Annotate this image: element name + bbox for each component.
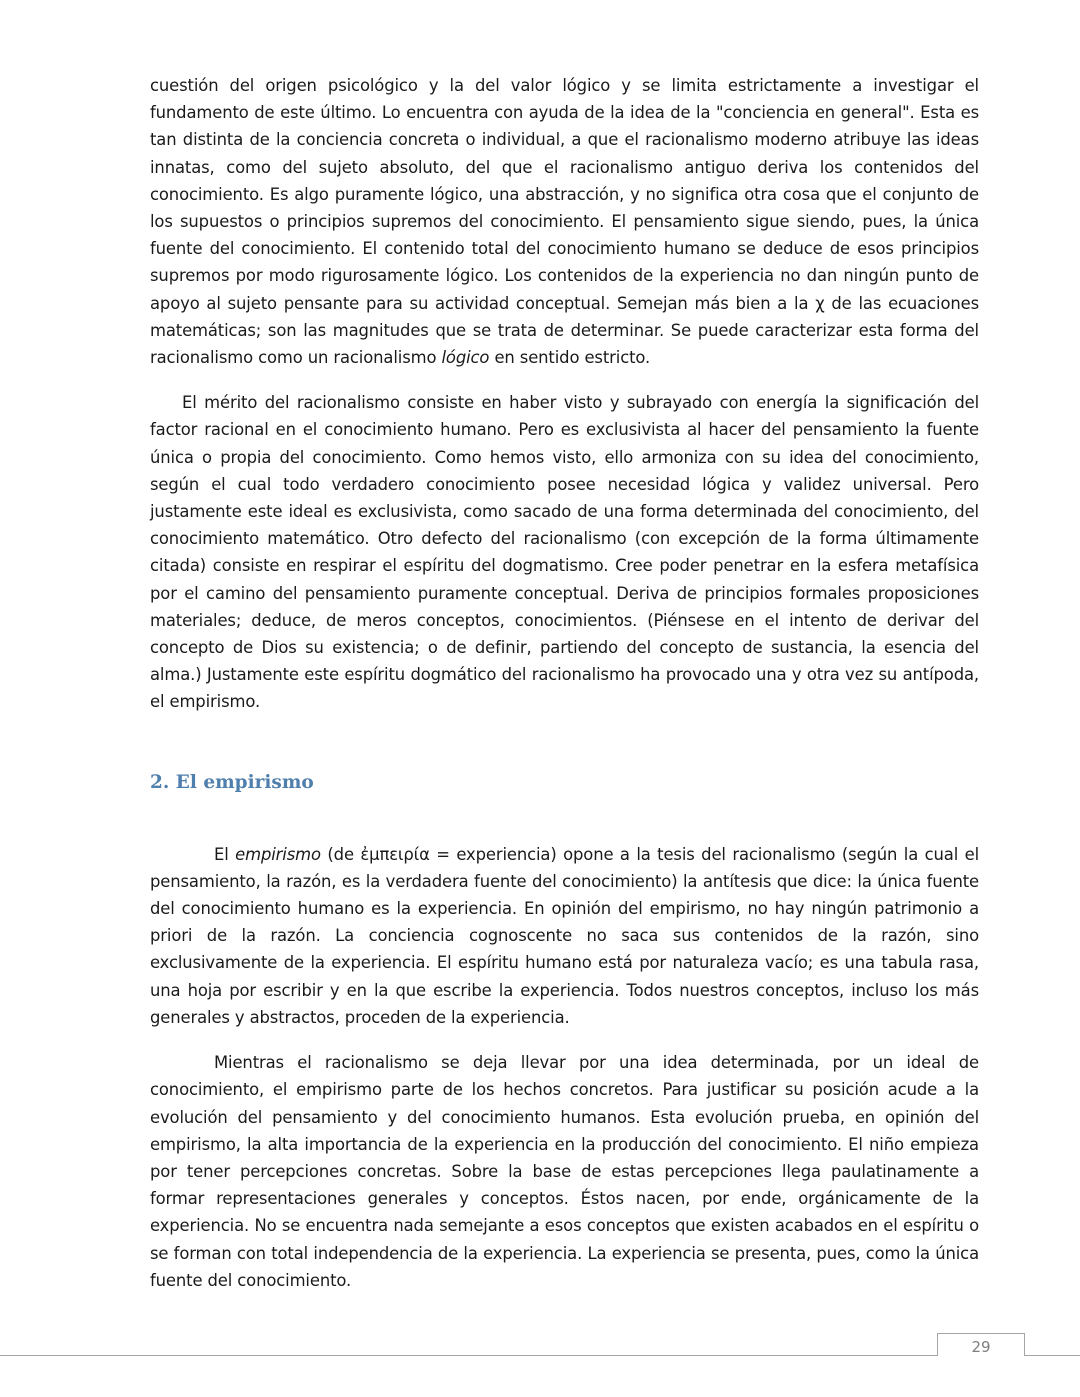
paragraph-text: (de ἐμπειρία = experiencia) opone a la tesis del racionalismo (según la cual el pensamiento, la razón, es la verdadera fuente del conocimiento) la antítesis que dice: la única fuente del conocimiento humano es la experiencia. En opinión del empirismo, no hay ningún patrimonio a priori de la razón. La conciencia cognoscente no saca sus contenidos de la razón, sino exclusivamente de la experiencia. El espíritu humano está por naturaleza vacío; es una tabula rasa, una hoja por escribir y en la que escribe la experiencia. Todos nuestros conceptos, incluso los más generales y abstractos, proceden de la experiencia. (150, 844, 980, 1027)
paragraph-merito-racionalismo: El mérito del racionalismo consiste en haber visto y subrayado con energía la significación del factor racional en el conocimiento humano. Pero es exclusivista al hacer del pensamiento la fuente única o propia del conocimiento. Como hemos visto, ello armoniza con su idea del conocimiento, según el cual todo verdadero conocimiento posee necesidad lógica y validez universal. Pero justamente este ideal es exclusivista, como sacado de una forma determinada del conocimiento, del conocimiento matemático. Otro defecto del racionalismo (con excepción de la forma últimamente citada) consiste en respirar el espíritu del dogmatismo. Cree poder penetrar en la esfera metafísica por el camino del pensamiento puramente conceptual. Deriva de principios formales proposiciones materiales; deduce, de meros conceptos, conocimientos. (Piénsese en el intento de derivar del concepto de Dios su existencia; o de definir, partiendo del concepto de sustancia, la esencia del alma.) Justamente este espíritu dogmático del racionalismo ha provocado una y otra vez su antípoda, el empirismo. (150, 393, 979, 712)
paragraph-text: cuestión del origen psicológico y la del valor lógico y se limita estrictamente a investigar el fundamento de este último. Lo encuentra con ayuda de la idea de la "conciencia en general". Esta es tan distinta de la conciencia concreta o individual, a que el racionalismo moderno atribuye las ideas innatas, como del sujeto absoluto, del que el racionalismo antiguo deriva los contenidos del conocimiento. Es algo puramente lógico, una abstracción, y no significa otra cosa que el conjunto de los supuestos o principios supremos del conocimiento. El pensamiento sigue siendo, pues, la única fuente del conocimiento. El contenido total del conocimiento humano se deduce de esos principios supremos por modo rigurosamente lógico. Los contenidos de la experiencia no dan ningún punto de apoyo al sujeto pensante para su actividad conceptual. Semejan más bien a la χ de las ecuaciones matemáticas; son las magnitudes que se trata de determinar. Se puede caracterizar esta forma del racionalismo como un racionalismo (150, 76, 979, 368)
paragraph-racionalismo-logico (150, 72, 979, 371)
page-content (150, 72, 979, 1294)
paragraph-text-end: en sentido estricto. (489, 348, 651, 368)
section-heading: 2. El empirismo (150, 771, 314, 793)
paragraph-text-start: El (214, 844, 236, 864)
paragraph-empirismo-definicion (150, 841, 979, 1031)
footer-rule (0, 1355, 1080, 1356)
emphasis-logico: lógico (441, 348, 490, 368)
page-number: 29 (937, 1333, 1025, 1356)
emphasis-empirismo: empirismo (235, 844, 321, 864)
paragraph-empirismo-evolucion: Mientras el racionalismo se deja llevar por una idea determinada, por un ideal de conocimiento, el empirismo parte de los hechos concretos. Para justificar su posición acude a la evolución del pensamiento y del conocimiento humanos. Esta evolución prueba, en opinión del empirismo, la alta importancia de la experiencia en la producción del conocimiento. El niño empieza por tener percepciones concretas. Sobre la base de estas percepciones llega paulatinamente a formar representaciones generales y conceptos. Éstos nacen, por ende, orgánicamente de la experiencia. No se encuentra nada semejante a esos conceptos que existen acabados en el espíritu o se forman con total independencia de la experiencia. La experiencia se presenta, pues, como la única fuente del conocimiento. (150, 1053, 979, 1290)
